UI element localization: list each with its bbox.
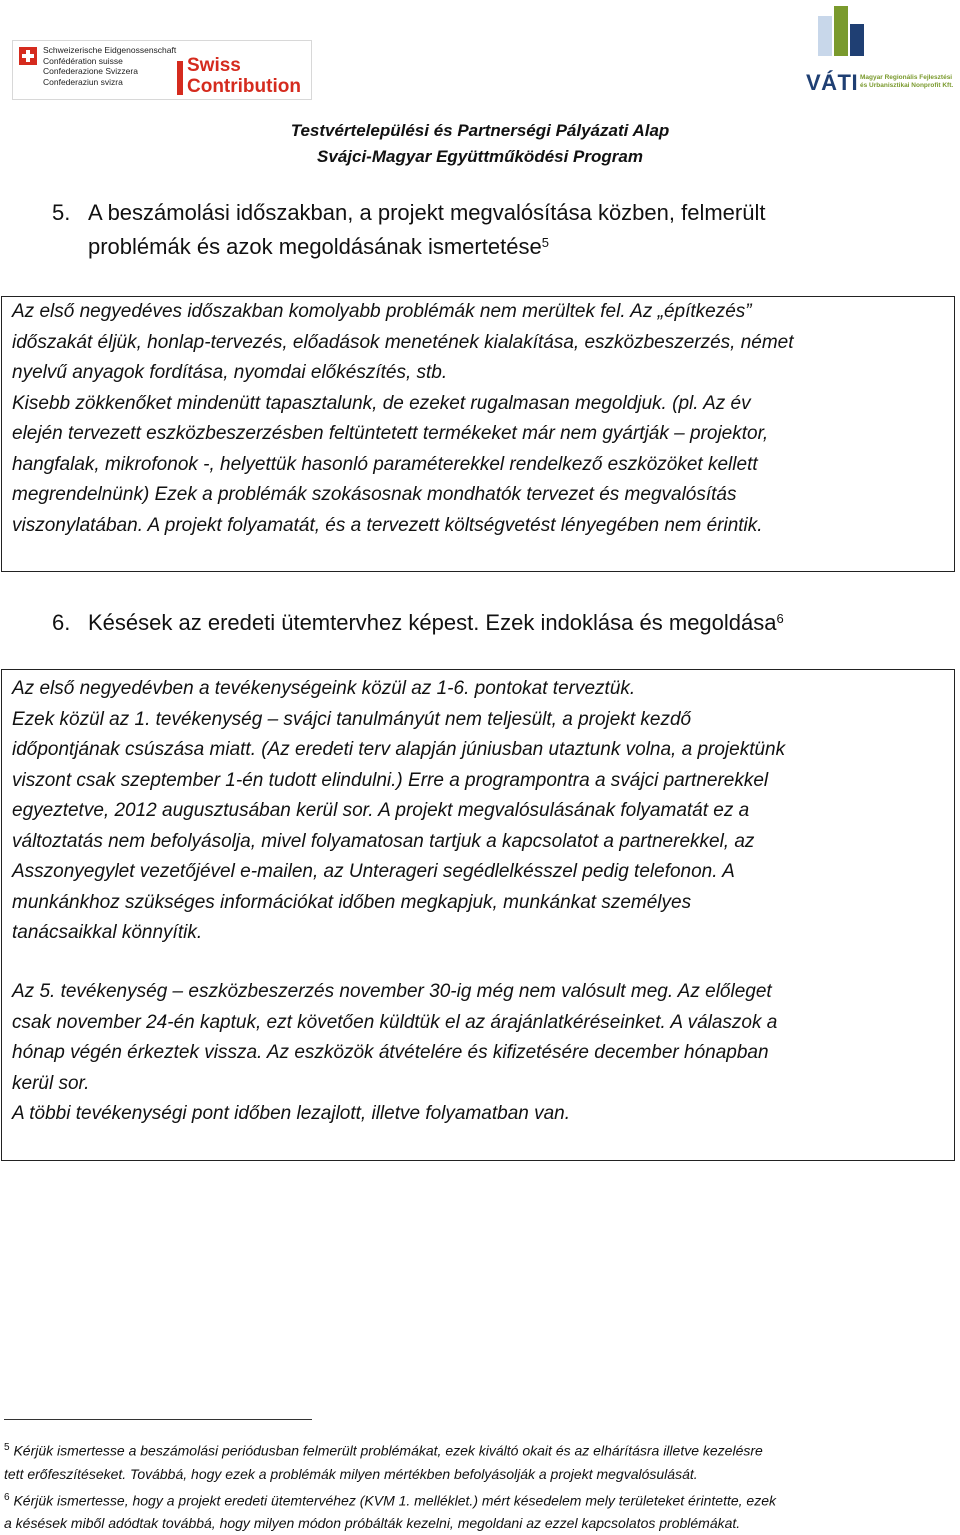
body-line: egyeztetve, 2012 augusztusában kerül sor. A projekt megvalósulásának folyamatát ez a bbox=[12, 800, 750, 821]
body-line: Asszonyegylet vezetőjével e-mailen, az Unterageri segédlelkésszel pedig telefonon. A bbox=[12, 861, 735, 882]
confederation-line: Schweizerische Eidgenossenschaft bbox=[43, 45, 177, 55]
footnote-text: Kérjük ismertesse, hogy a projekt eredeti ütemtervéhez (KVM 1. melléklet.) mért késedelem mely területeket érintette, ezek bbox=[9, 1492, 776, 1509]
vati-wordmark: VÁTI bbox=[806, 70, 859, 95]
footnote-text: a késések miből adódtak továbbá, hogy milyen módon próbálták kezelni, megoldani az ezzel kapcsolatos problémákat. bbox=[4, 1515, 741, 1532]
confederation-names bbox=[43, 45, 176, 87]
body-line: elején tervezett eszközbeszerzésben feltüntetett termékeket már nem gyártják – projektor, bbox=[12, 423, 769, 444]
heading-text: Késések az eredeti ütemtervhez képest. Ezek indoklása és megoldása bbox=[88, 610, 777, 635]
body-line: nyelvű anyagok fordítása, nyomdai előkészítés, stb. bbox=[12, 362, 448, 383]
section-6-box bbox=[1, 669, 955, 1161]
body-line: Kisebb zökkenőket mindenütt tapasztalunk, de ezeket rugalmasan megoldjuk. (pl. Az év bbox=[12, 392, 751, 414]
footnote-mark: 5 bbox=[4, 1442, 10, 1453]
section-number: 5. bbox=[52, 200, 71, 225]
footnote-mark: 6 bbox=[4, 1491, 10, 1503]
body-line: viszonylatában. A projekt folyamatát, és a tervezett költségvetést lényegében nem érintik. bbox=[12, 514, 763, 536]
body-line: A többi tevékenységi pont időben lezajlott, illetve folyamatban van. bbox=[12, 1103, 571, 1124]
section-6-paragraph-1 bbox=[12, 674, 944, 949]
swiss-flag-icon bbox=[19, 47, 37, 65]
body-line: megrendelnünk) Ezek a problémák szokásosnak mondhatók tervezet és megvalósítás bbox=[12, 484, 737, 505]
contribution-word-1: Swiss bbox=[187, 55, 241, 76]
confederation-line: Confédération suisse bbox=[43, 55, 123, 66]
header-title-line-2: Svájci-Magyar Együttműködési Program bbox=[317, 147, 643, 166]
heading-text: problémák és azok megoldásának ismertetése bbox=[88, 234, 542, 259]
body-line: csak november 24-én kaptuk, ezt követően küldtük el az árajánlatkéréseinket. A válaszok a bbox=[12, 1011, 778, 1033]
vati-subtitle-line: és Urbanisztikai Nonprofit Kft. bbox=[860, 82, 954, 89]
body-line: munkánkhoz szükséges információkat időben megkapjuk, munkánkat személyes bbox=[12, 891, 692, 913]
red-bar-icon bbox=[177, 61, 183, 95]
vati-subtitle-line: Magyar Regionális Fejlesztési bbox=[860, 74, 953, 81]
section-5-body bbox=[12, 297, 944, 541]
vati-emblem-icon bbox=[818, 6, 866, 56]
footnote-5 bbox=[4, 1436, 954, 1463]
header-title-line-1: Testvértelepülési és Partnerségi Pályázati Alap bbox=[290, 121, 670, 140]
footnote-text: tett erőfeszítéseket. Továbbá, hogy ezek a problémák milyen mértékben befolyásolják a projekt megvalósulását. bbox=[4, 1465, 698, 1482]
contribution-word-2: Contribution bbox=[187, 76, 301, 97]
vati-subtitle bbox=[860, 74, 953, 90]
footnote-text: Kérjük ismertesse a beszámolási periódusban felmerült problémákat, ezek kiváltó okait és az elhárításra illetve kezelésre bbox=[9, 1442, 763, 1459]
body-line: Az első negyedévben a tevékenységeink közül az 1-6. pontokat terveztük. bbox=[12, 678, 636, 699]
swiss-contribution-logo bbox=[12, 40, 312, 100]
body-line: időszakát éljük, honlap-tervezés, előadások menetének kialakítása, eszközbeszerzés, német bbox=[12, 331, 794, 353]
section-number: 6. bbox=[52, 610, 71, 635]
body-line: Ezek közül az 1. tevékenység – svájci tanulmányút nem teljesült, a projekt kezdő bbox=[12, 708, 692, 730]
footnote-divider bbox=[4, 1419, 312, 1420]
vati-logo bbox=[800, 4, 954, 104]
section-6-paragraph-2 bbox=[12, 977, 944, 1130]
section-5-heading bbox=[52, 196, 765, 264]
body-line: tanácsaikkal könnyítik. bbox=[12, 922, 203, 943]
footnote-6 bbox=[4, 1486, 954, 1513]
section-6-heading bbox=[52, 606, 784, 640]
body-line: kerül sor. bbox=[12, 1072, 90, 1094]
body-line: Az 5. tevékenység – eszközbeszerzés november 30-ig még nem valósult meg. Az előleget bbox=[12, 981, 772, 1002]
body-line: Az első negyedéves időszakban komolyabb problémák nem merültek fel. Az „építkezés” bbox=[12, 301, 752, 322]
section-5-box bbox=[1, 296, 955, 572]
footnote-ref: 5 bbox=[541, 235, 549, 250]
footnotes bbox=[4, 1436, 954, 1535]
heading-text: A beszámolási időszakban, a projekt megvalósítása közben, felmerült bbox=[88, 200, 766, 225]
body-line: változtatás nem befolyásolja, mivel folyamatosan tartjuk a kapcsolatot a partnerekkel, az bbox=[12, 830, 755, 852]
body-line: időpontjának csúszása miatt. (Az eredeti terv alapján júniusban utaztunk volna, a projektünk bbox=[12, 739, 786, 760]
confederation-line: Confederaziun svizra bbox=[43, 76, 123, 87]
swiss-contribution-wordmark bbox=[177, 51, 317, 99]
body-line: viszont csak szeptember 1-én tudott elindulni.) Erre a programpontra a svájci partnerekkel bbox=[12, 769, 769, 791]
confederation-line: Confederazione Svizzera bbox=[43, 66, 138, 76]
body-line: hangfalak, mikrofonok -, helyettük hasonló paraméterekkel rendelkező eszközöket kellett bbox=[12, 453, 758, 475]
body-line: hónap végén érkeztek vissza. Az eszközök átvételére és kifizetésére december hónapban bbox=[12, 1042, 769, 1063]
footnote-ref: 6 bbox=[776, 611, 784, 626]
